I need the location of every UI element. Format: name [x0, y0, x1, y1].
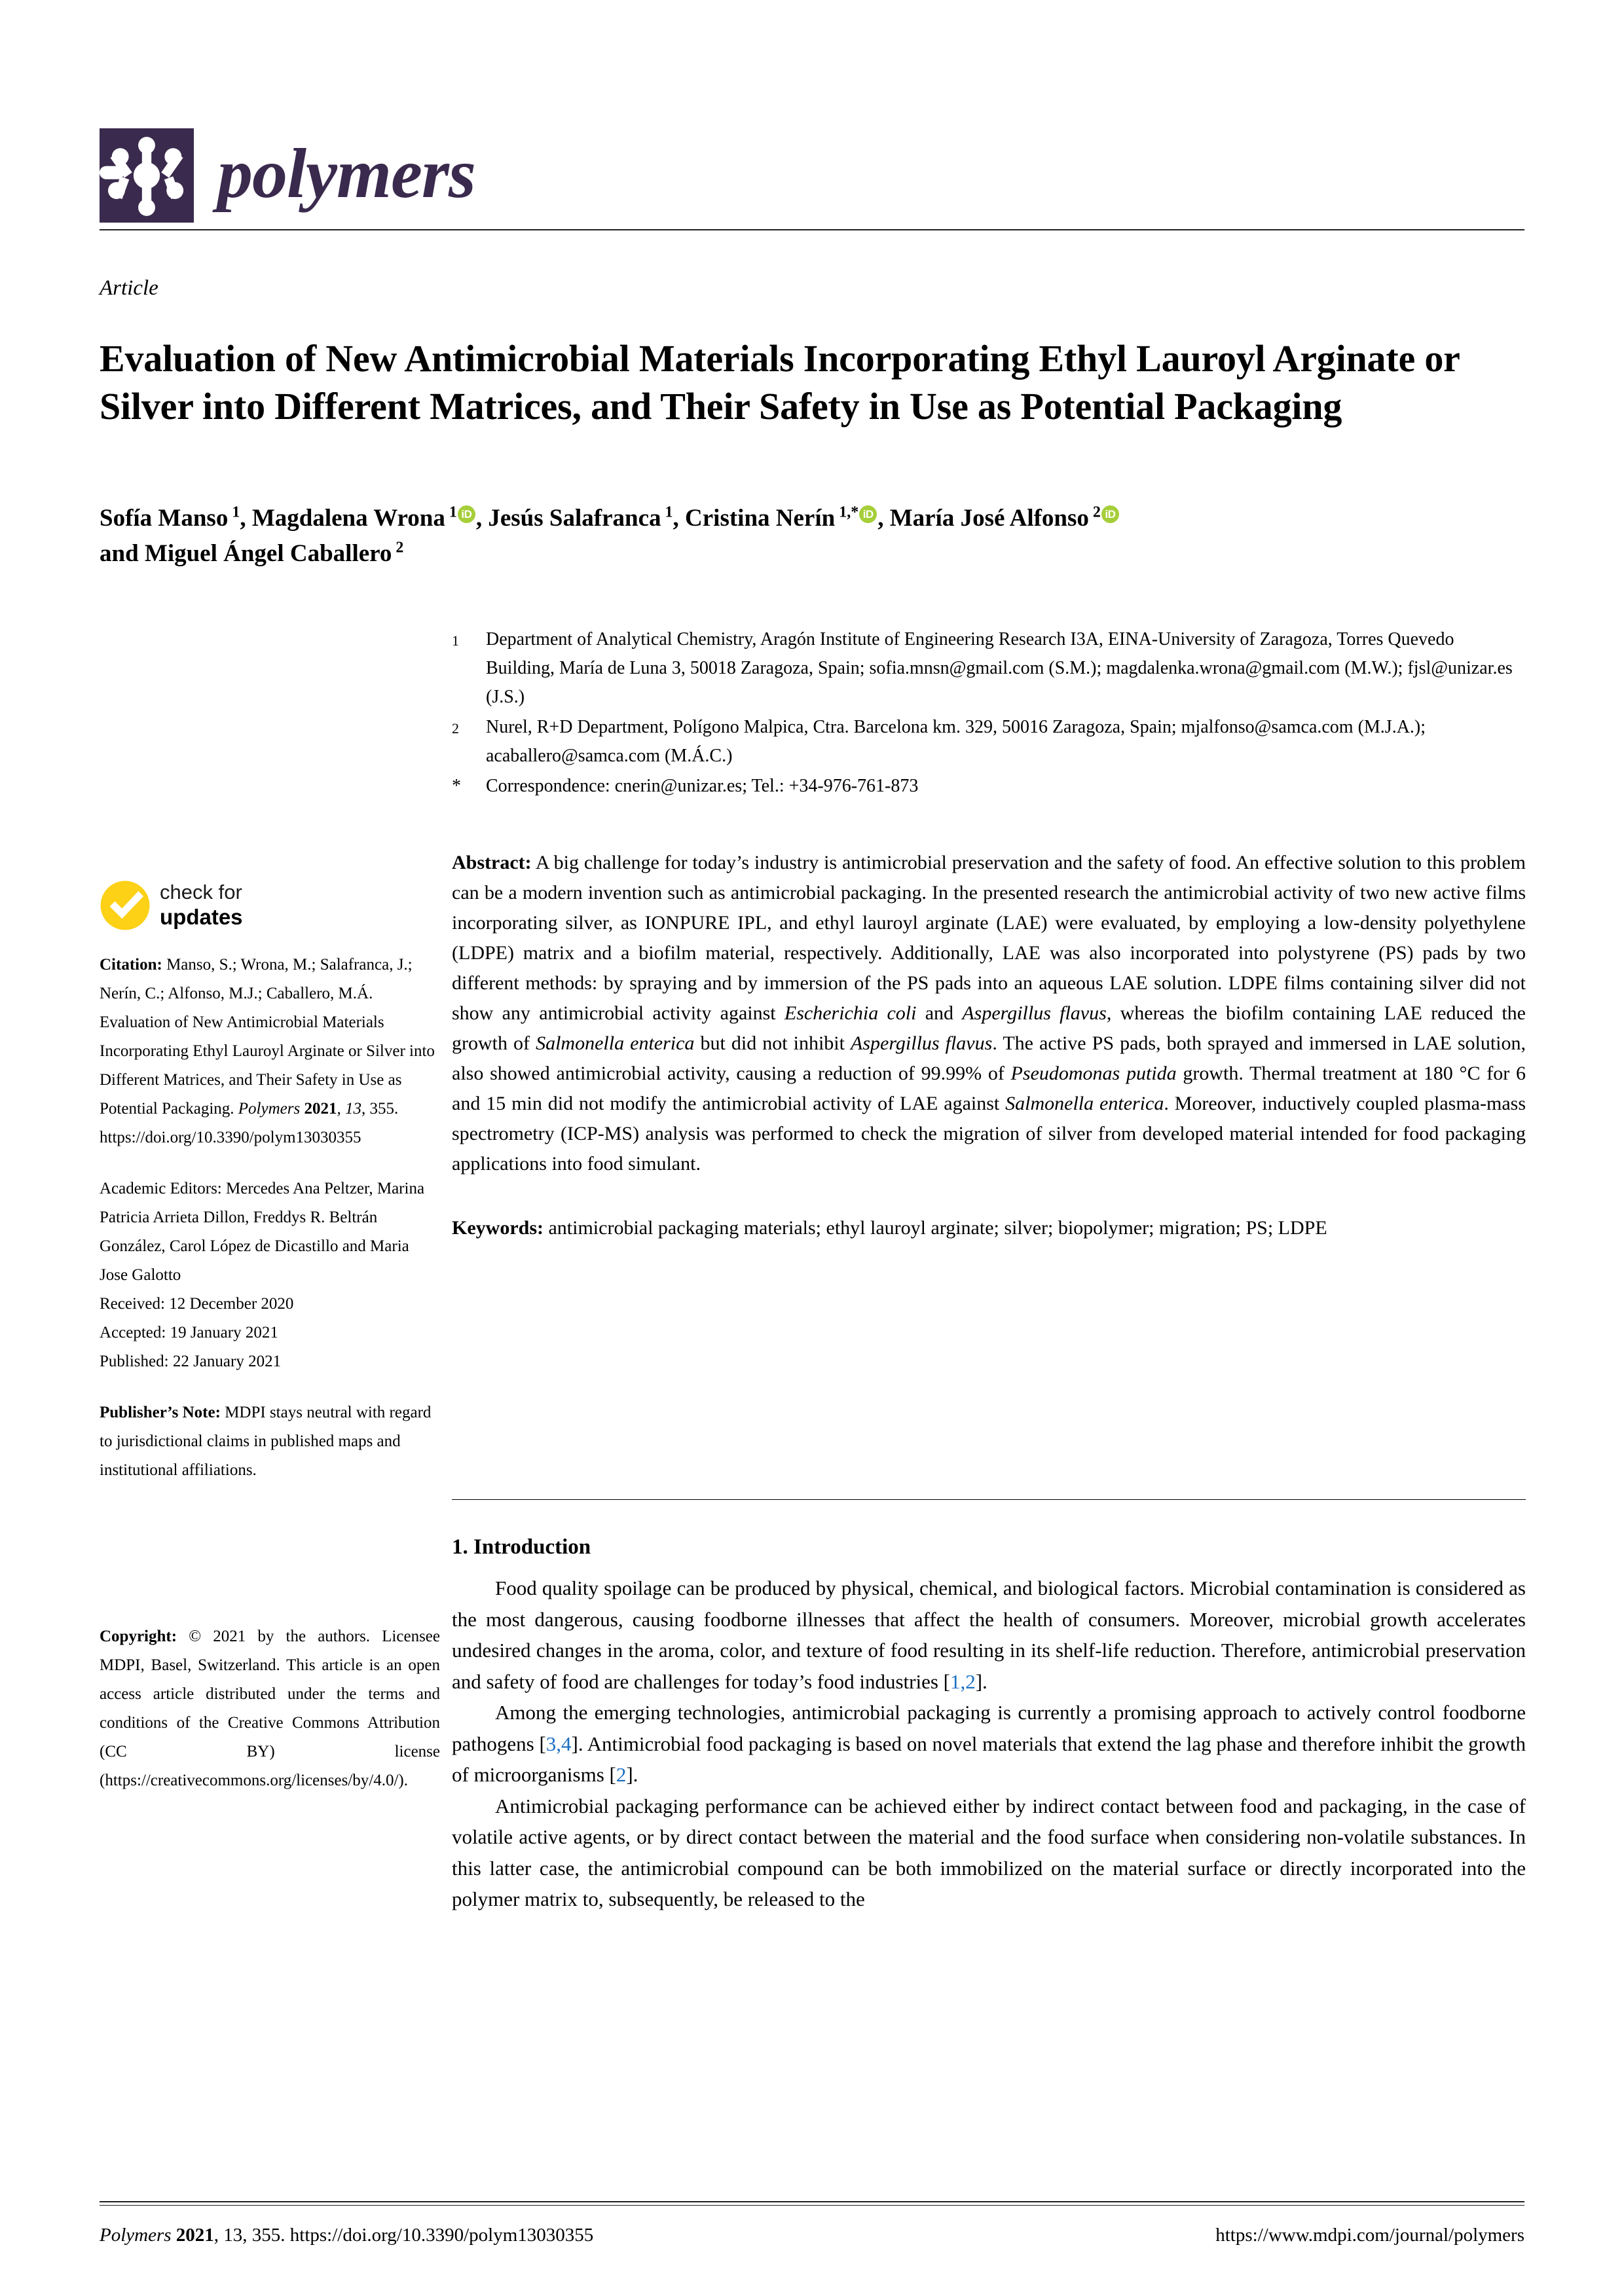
- abstract-text-7: . Moreover, inductively coupled plasma-mass spectrometry (ICP-MS) analysis was performed to check the migration of silver from developed material intended for food packaging applications into food simulant.: [452, 1093, 1526, 1175]
- citation-volume: , 13: [337, 1100, 361, 1118]
- copyright-text: © 2021 by the authors. Licensee MDPI, Basel, Switzerland. This article is an open access article distributed under the terms and conditions of the Creative Commons Attribution (CC BY) license (https://creativecommons.org/licenses/by/4.0/).: [100, 1628, 440, 1789]
- citation-doi[interactable]: https://doi.org/10.3390/polym13030355: [100, 1129, 361, 1146]
- citation-text: Manso, S.; Wrona, M.; Salafranca, J.; Nerín, C.; Alfonso, M.J.; Caballero, M.Á. Evaluation of New Antimicrobial Materials Incorporating Ethyl Lauroyl Arginate or Silver into Different Matrices, and Their Safety in Use as Potential Packaging.: [100, 956, 435, 1118]
- affiliation-item: [452, 772, 1526, 801]
- masthead-divider: [100, 229, 1524, 230]
- intro-paragraph-1: [452, 1573, 1526, 1697]
- journal-masthead: [100, 128, 1524, 227]
- check-for-updates-label: [160, 880, 243, 930]
- check-for-updates-badge[interactable]: [100, 877, 316, 935]
- author-name: Magdalena Wrona: [251, 505, 445, 532]
- metadata-sidebar: [100, 877, 440, 1817]
- footer-year: 2021: [171, 2225, 214, 2246]
- cfu-line-2: updates: [160, 905, 243, 929]
- footer-citation: [100, 2221, 593, 2250]
- publishers-note-text: MDPI stays neutral with regard to jurisdictional claims in published maps and institutional affiliations.: [100, 1404, 432, 1479]
- author-name: María José Alfonso: [889, 505, 1089, 532]
- cfu-line-1: check for: [160, 881, 242, 903]
- footer-journal-url[interactable]: https://www.mdpi.com/journal/polymers: [1215, 2225, 1524, 2246]
- author-name: Sofía Manso: [100, 505, 229, 532]
- abstract-paragraph: [452, 848, 1526, 1179]
- intro-p1-text: Food quality spoilage can be produced by physical, chemical, and biological factors. Microbial contamination is considered as the most dangerous, causing foodborne illnesses that affect the health of consumers. Moreover, microbial growth accelerates undesired changes in the aroma, color, and texture of food resulting in its shelf-life reduction. Therefore, antimicrobial preservation and safety of food are challenges for today’s food industries [: [452, 1576, 1526, 1693]
- article-type-label: Article: [100, 276, 158, 300]
- check-circle-icon: [100, 880, 151, 931]
- main-column: [452, 848, 1526, 1243]
- author-name: Miguel Ángel Caballero: [144, 540, 392, 567]
- citation-ref[interactable]: 2: [616, 1763, 627, 1786]
- affiliation-item: [452, 625, 1526, 712]
- abstract-text-1: A big challenge for today’s industry is antimicrobial preservation and the safety of food. An effective solution to this problem can be a modern invention such as antimicrobial packaging. In the presented research the antimicrobial activity of two new active films incorporating silver, as IONPURE IPL, and ethyl lauroyl arginate (LAE) were evaluated, by employing a low-density polyethylene (LDPE) matrix and a biofilm material, respectively. Additionally, LAE was also incorporated into polystyrene (PS) pads by two different methods: by spraying and by immersion of the PS pads into an aqueous LAE solution. LDPE films containing silver did not show any antimicrobial activity against: [452, 852, 1526, 1024]
- date-accepted: Accepted: 19 January 2021: [100, 1324, 278, 1341]
- date-published: Published: 22 January 2021: [100, 1353, 282, 1370]
- author-affil-mark: 1: [445, 503, 457, 521]
- keywords-text: antimicrobial packaging materials; ethyl lauroyl arginate; silver; biopolymer; migration; PS; LDPE: [543, 1217, 1327, 1239]
- intro-p2-text-a: Among the emerging technologies, antimicrobial packaging is currently a promising approach to actively control foodborne pathogens [: [452, 1701, 1526, 1755]
- academic-editors-block: [100, 1175, 440, 1376]
- date-received: Received: 12 December 2020: [100, 1295, 294, 1313]
- orcid-icon[interactable]: iD: [1101, 505, 1119, 523]
- footer-divider-bottom: [100, 2205, 1524, 2206]
- citation-journal: Polymers: [238, 1100, 301, 1118]
- affiliation-mark: 2: [452, 720, 459, 737]
- affiliation-list: [452, 625, 1526, 802]
- abstract-text-3: , whereas the biofilm containing LAE reduced the growth of: [452, 1002, 1526, 1054]
- citation-pages: , 355.: [361, 1100, 399, 1118]
- introduction-section: [452, 1532, 1526, 1915]
- citation-year: 2021: [300, 1100, 337, 1118]
- sidebar-spacer: [100, 1507, 440, 1622]
- footer-citation-rest: , 13, 355. https://doi.org/10.3390/polym13030355: [213, 2225, 594, 2246]
- species-name: Aspergillus flavus: [851, 1032, 993, 1054]
- species-name: Salmonella enterica: [1005, 1093, 1164, 1114]
- affiliation-mark: 1: [452, 632, 459, 649]
- keywords-label: Keywords:: [452, 1217, 544, 1239]
- section-heading: 1. Introduction: [452, 1535, 591, 1559]
- citation-label: Citation:: [100, 956, 162, 974]
- abstract-text-4: but did not inhibit: [694, 1032, 851, 1054]
- author-affil-mark: 1,*: [835, 503, 859, 521]
- author-affil-mark: 2: [392, 539, 404, 556]
- orcid-icon[interactable]: iD: [859, 505, 877, 523]
- journal-title-logo: polymers: [217, 135, 475, 213]
- author-name: Jesús Salafranca: [488, 505, 661, 532]
- intro-paragraph-3: Antimicrobial packaging performance can be achieved either by indirect contact between food and packaging, in the case of volatile active agents, or by direct contact between the material and the food surface when considering non-volatile substances. In this latter case, the antimicrobial compound can be both immobilized on the material surface or directly incorporated into the polymer matrix to, subsequently, be released to the: [452, 1794, 1526, 1910]
- abstract-text-6: growth. Thermal treatment at 180 °C for 6 and 15 min did not modify the antimicrobial activity of LAE against: [452, 1063, 1526, 1114]
- publishers-note-block: [100, 1398, 440, 1485]
- academic-editors-label: Academic Editors:: [100, 1180, 222, 1197]
- species-name: Escherichia coli: [784, 1002, 917, 1024]
- author-affil-mark: 2: [1088, 503, 1101, 521]
- species-name: Salmonella enterica: [536, 1032, 695, 1054]
- academic-editors-names: Mercedes Ana Peltzer, Marina Patricia Arrieta Dillon, Freddys R. Beltrán González, Carol López de Dicastillo and Maria Jose Galotto: [100, 1180, 425, 1284]
- intro-p2-text-b: ]. Antimicrobial food packaging is based on novel materials that extend the lag phase and therefore inhibit the growth of microorganisms [: [452, 1732, 1526, 1786]
- abstract-label: Abstract:: [452, 852, 532, 873]
- intro-p2-tail: ].: [626, 1763, 638, 1786]
- affiliation-item: [452, 713, 1526, 771]
- species-name: Aspergillus flavus: [962, 1002, 1107, 1024]
- intro-p1-tail: ].: [975, 1669, 987, 1693]
- abstract-text-2: and: [916, 1002, 963, 1024]
- page-footer: [100, 2221, 1524, 2250]
- author-name: Cristina Nerín: [685, 505, 836, 532]
- section-divider: [452, 1499, 1526, 1500]
- intro-paragraph-2: [452, 1697, 1526, 1791]
- keywords-paragraph: [452, 1213, 1526, 1243]
- copyright-label: Copyright:: [100, 1628, 177, 1645]
- affiliation-text: Department of Analytical Chemistry, Aragón Institute of Engineering Research I3A, EINA-University of Zaragoza, Torres Quevedo Building, María de Luna 3, 50018 Zaragoza, Spain; sofia.mnsn@gmail.com (S.M.); magdalenka.wrona@gmail.com (M.W.); fjsl@unizar.es (J.S.): [486, 629, 1513, 707]
- publishers-note-label: Publisher’s Note:: [100, 1404, 221, 1421]
- author-affil-mark: 1: [661, 503, 673, 521]
- citation-ref[interactable]: 1,2: [950, 1669, 976, 1693]
- copyright-block: [100, 1622, 440, 1795]
- polymers-logo-icon: [100, 128, 194, 223]
- author-list: Sofía Manso $^1$, Magdalena Wrona $^1$ iD , Jesús Salafranca $^1$, Cristina Nerín $^{1,*}$ iD , María José Alfonso $^2$ iD and Miguel Ángel Caballero $^2$: [100, 501, 1527, 572]
- citation-block: [100, 951, 440, 1152]
- citation-ref[interactable]: 3,4: [545, 1732, 572, 1755]
- footer-divider-top: [100, 2201, 1524, 2202]
- species-name: Pseudomonas putida: [1010, 1063, 1177, 1084]
- author-affil-mark: 1: [228, 503, 240, 521]
- correspondence-mark: *: [452, 776, 461, 796]
- abstract-text-5: . The active PS pads, both sprayed and immersed in LAE solution, also showed antimicrobial activity, causing a reduction of 99.99% of: [452, 1032, 1526, 1084]
- correspondence-text: Correspondence: cnerin@unizar.es; Tel.: +34-976-761-873: [486, 776, 919, 796]
- orcid-icon[interactable]: iD: [458, 505, 475, 523]
- page-title: Evaluation of New Antimicrobial Materials Incorporating Ethyl Lauroyl Arginate or Silver into Different Matrices, and Their Safety in Use as Potential Packaging: [100, 337, 1460, 428]
- affiliation-text: Nurel, R+D Department, Polígono Malpica, Ctra. Barcelona km. 329, 50016 Zaragoza, Spain; mjalfonso@samca.com (M.J.A.); acaballero@samca.com (M.Á.C.): [486, 717, 1426, 766]
- footer-journal: Polymers: [100, 2225, 172, 2246]
